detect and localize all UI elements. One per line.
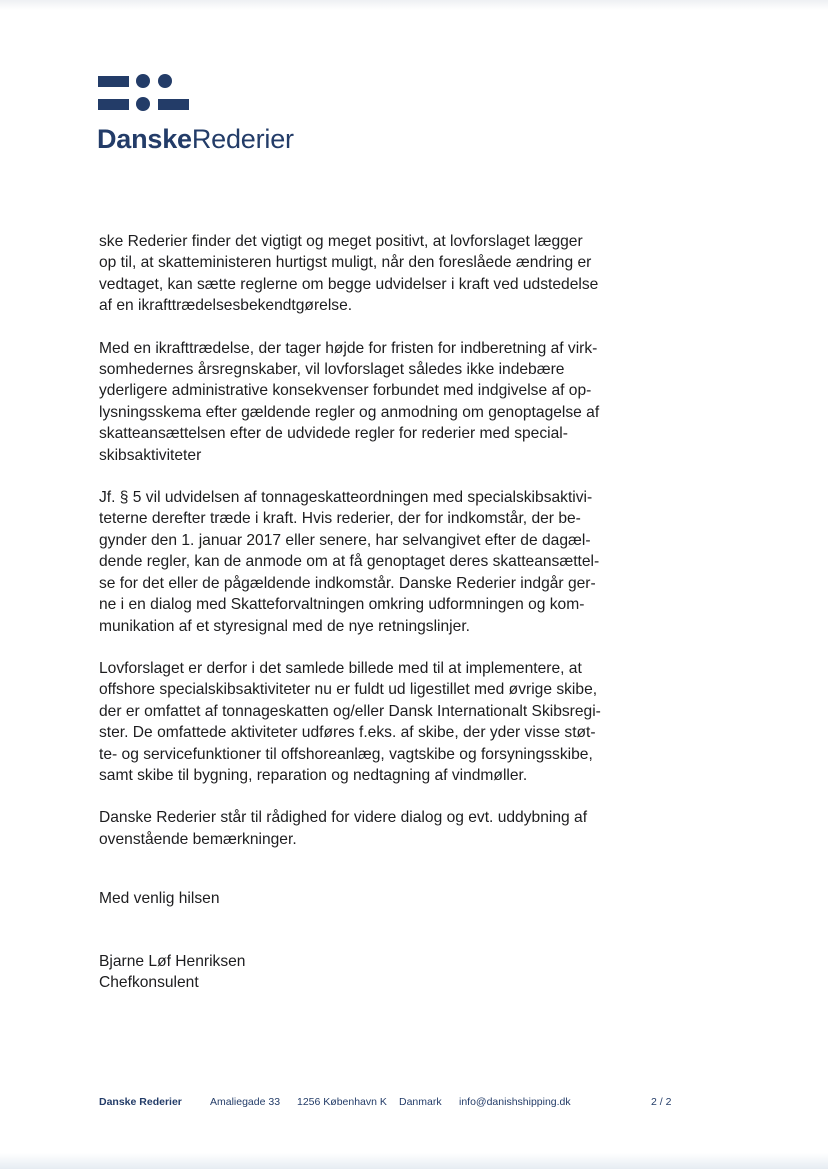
text-line: Lovforslaget er derfor i det samlede billede med til at implementere, at (99, 659, 582, 677)
text-line: ne i en dialog med Skatteforvaltningen omkring udformningen og kom- (99, 596, 585, 614)
logo-wordmark (97, 121, 294, 157)
text-line: Med en ikrafttrædelse, der tager højde for fristen for indberetning af virk- (99, 339, 598, 357)
signature-title: Chefkonsulent (99, 974, 199, 992)
text-line: yderligere administrative konsekvenser forbundet med indgivelse af op- (99, 382, 592, 400)
footer-country: Danmark (399, 1096, 442, 1108)
paragraph-4 (99, 658, 619, 786)
text-line: samt skibe til bygning, reparation og nedtagning af vindmøller. (99, 766, 528, 784)
footer-org: Danske Rederier (99, 1096, 182, 1108)
text-line: te- og servicefunktioner til offshoreanlæg, vagtskibe og forsyningsskibe, (99, 745, 593, 763)
paragraph-1 (99, 231, 619, 317)
logo-wordmark-bold: Danske (97, 124, 192, 154)
text-line: se for det eller de pågældende indkomstår. Danske Rederier indgår ger- (99, 574, 596, 592)
text-line: somhedernes årsregnskaber, vil lovforslaget således ikke indebære (99, 361, 565, 379)
page-footer (99, 1095, 679, 1111)
logo-mark-icon (98, 72, 190, 112)
footer-email[interactable]: info@danishshipping.dk (459, 1096, 571, 1108)
text-line: Danske Rederier står til rådighed for videre dialog og evt. uddybning af (99, 809, 588, 827)
page-number: 2 / 2 (651, 1096, 672, 1108)
text-line: vedtaget, kan sætte reglerne om begge udvidelser i kraft ved udstedelse (99, 275, 599, 293)
logo-wordmark-light: Rederier (191, 124, 294, 154)
text-line: ster. De omfattede aktiviteter udføres f.eks. af skibe, der yder visse støt- (99, 724, 596, 742)
paragraph-5 (99, 807, 619, 850)
text-line: af en ikrafttrædelsesbekendtgørelse. (99, 297, 353, 315)
text-line: op til, at skatteministeren hurtigst muligt, når den foreslåede ændring er (99, 254, 592, 272)
text-line: Jf. § 5 vil udvidelsen af tonnageskatteordningen med specialskibsaktivi- (99, 489, 593, 507)
text-line: teterne derefter træde i kraft. Hvis rederier, der for indkomstår, der be- (99, 510, 581, 528)
text-line: skibsaktiviteter (99, 446, 202, 464)
danske-rederier-logo (98, 72, 358, 162)
signature-name: Bjarne Løf Henriksen (99, 953, 246, 970)
page-top-edge (0, 0, 828, 10)
text-line: lysningsskema efter gældende regler og anmodning om genoptagelse af (99, 403, 600, 421)
text-line: gynder den 1. januar 2017 eller senere, har selvangivet efter de dagæl- (99, 531, 591, 549)
footer-street: Amaliegade 33 (210, 1096, 281, 1108)
text-line: ske Rederier finder det vigtigt og meget positivt, at lovforslaget lægger (99, 233, 583, 250)
text-line: offshore specialskibsaktiviteter nu er fuldt ud ligestillet med øvrige skibe, (99, 681, 598, 699)
text-line: skatteansættelsen efter de udvidede regler for rederier med special- (99, 425, 568, 443)
paragraph-3 (99, 487, 619, 637)
text-line: der er omfattet af tonnageskatten og/eller Dansk Internationalt Skibsregi- (99, 702, 601, 720)
letter-body (99, 231, 619, 871)
closing-greeting: Med venlig hilsen (99, 890, 220, 907)
signature-block (99, 951, 245, 994)
paragraph-2 (99, 338, 619, 466)
page-bottom-edge (0, 1153, 828, 1169)
text-line: dende regler, kan de anmode om at få genoptaget deres skatteansættel- (99, 553, 600, 571)
text-line: munikation af et styresignal med de nye retningslinjer. (99, 617, 470, 635)
footer-city: 1256 København K (297, 1096, 387, 1108)
text-line: ovenstående bemærkninger. (99, 830, 297, 848)
